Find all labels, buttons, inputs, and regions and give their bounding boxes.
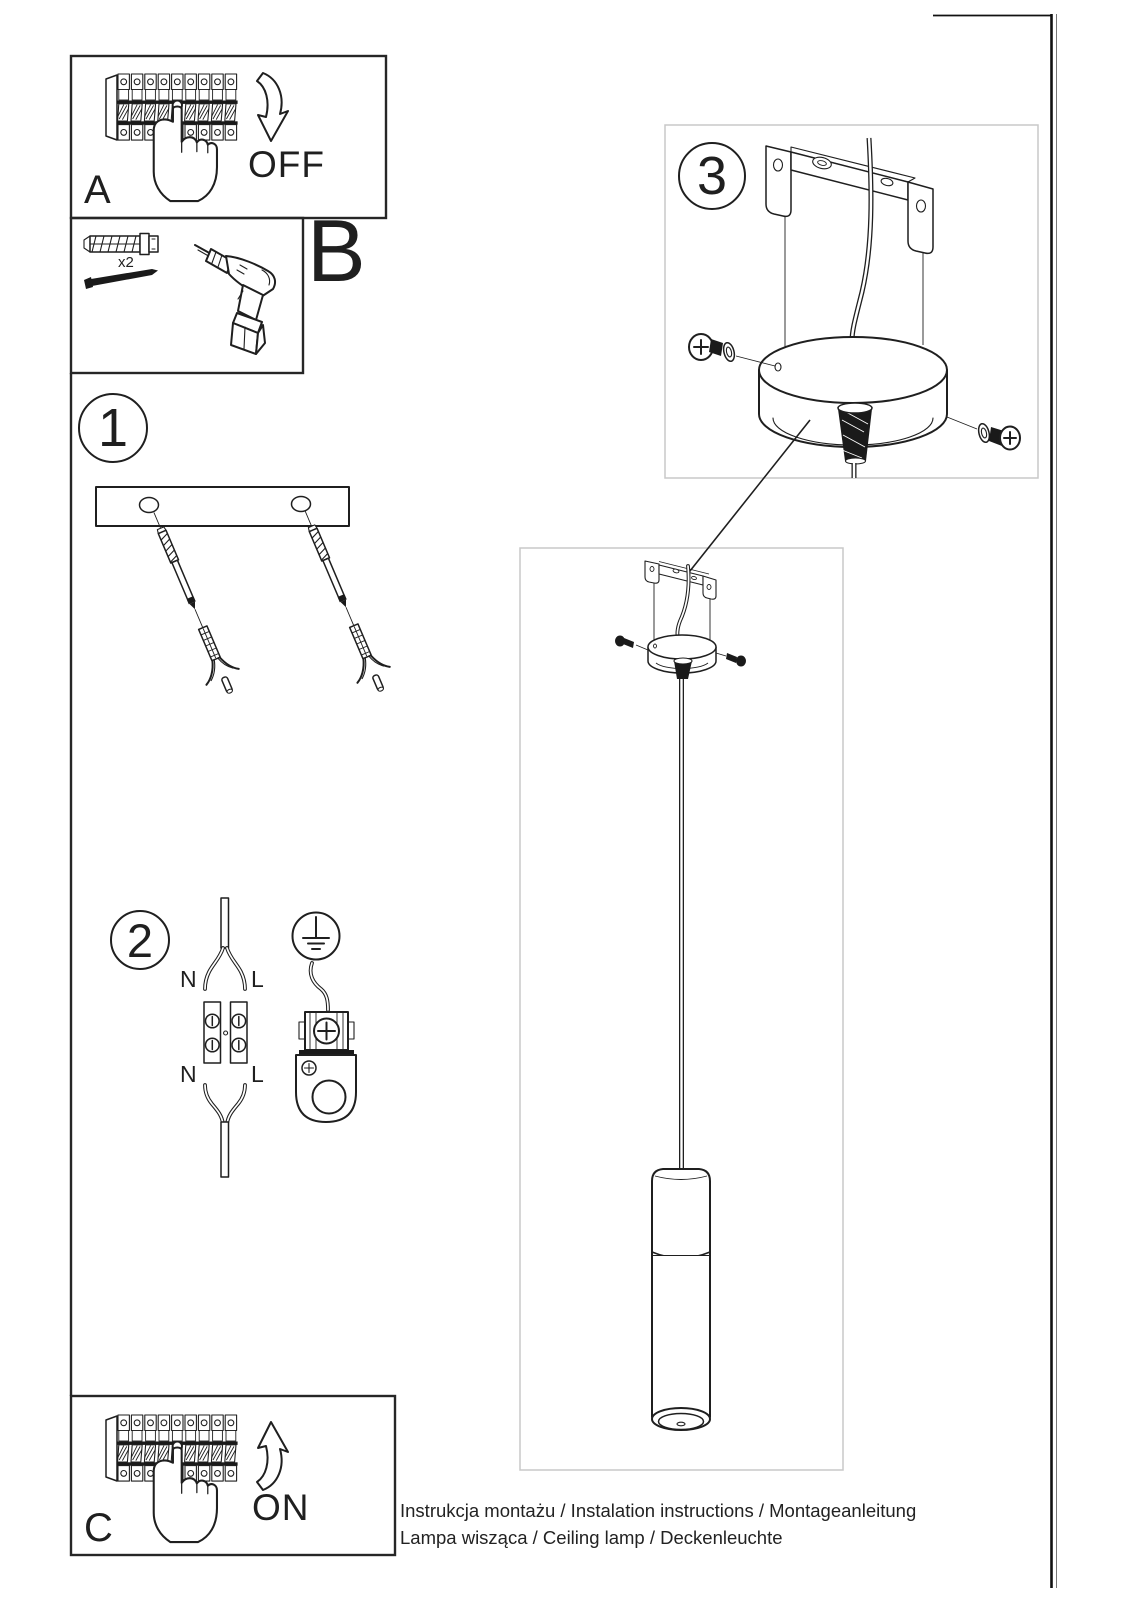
screw-anchor-drawing — [287, 504, 397, 698]
pendant-tube-drawing — [652, 1169, 710, 1430]
ground-clamp-drawing — [296, 1012, 356, 1122]
ceiling-bracket-drawing — [766, 146, 933, 253]
terminal-block-drawing — [204, 1002, 247, 1063]
off-label: OFF — [248, 144, 325, 185]
screw-icon — [84, 269, 158, 289]
arrow-up-icon — [257, 1422, 288, 1490]
wire-l-top-label: L — [251, 966, 264, 992]
detail-leader-line — [686, 420, 810, 576]
step-3-number: 3 — [696, 146, 728, 206]
step-1-number: 1 — [97, 398, 129, 458]
drill-icon — [195, 245, 275, 354]
step-b-label: B — [307, 201, 366, 300]
assembly-screw-left — [615, 636, 648, 651]
step-b-tools-drawing — [84, 234, 275, 355]
ground-symbol-icon — [293, 913, 340, 960]
assembly-cord-grip — [674, 658, 692, 679]
wall-plug-icon — [84, 234, 158, 255]
anchor-quantity-label: x2 — [118, 254, 134, 271]
assembly-screw-right — [716, 653, 746, 667]
footer-product-line: Lampa wisząca / Ceiling lamp / Deckenleuchte — [400, 1527, 783, 1548]
lamp-assembly-drawing — [615, 561, 746, 1430]
step-c-label: C — [84, 1506, 113, 1550]
screw-right-drawing — [947, 417, 1020, 450]
on-label: ON — [252, 1487, 310, 1528]
assembly-bracket-drawing — [645, 561, 716, 599]
mounting-bar-drawing — [96, 487, 349, 526]
cord-grip-drawing — [838, 403, 872, 478]
wire-n-bottom-label: N — [180, 1061, 197, 1087]
step-2-number: 2 — [126, 913, 154, 967]
arrow-down-icon — [257, 73, 288, 141]
step-a-label: A — [84, 168, 111, 212]
wire-n-top-label: N — [180, 966, 197, 992]
wire-l-bottom-label: L — [251, 1061, 264, 1087]
screw-anchor-drawing — [136, 506, 246, 700]
footer-title-line: Instrukcja montażu / Instalation instructions / Montageanleitung — [400, 1500, 917, 1521]
